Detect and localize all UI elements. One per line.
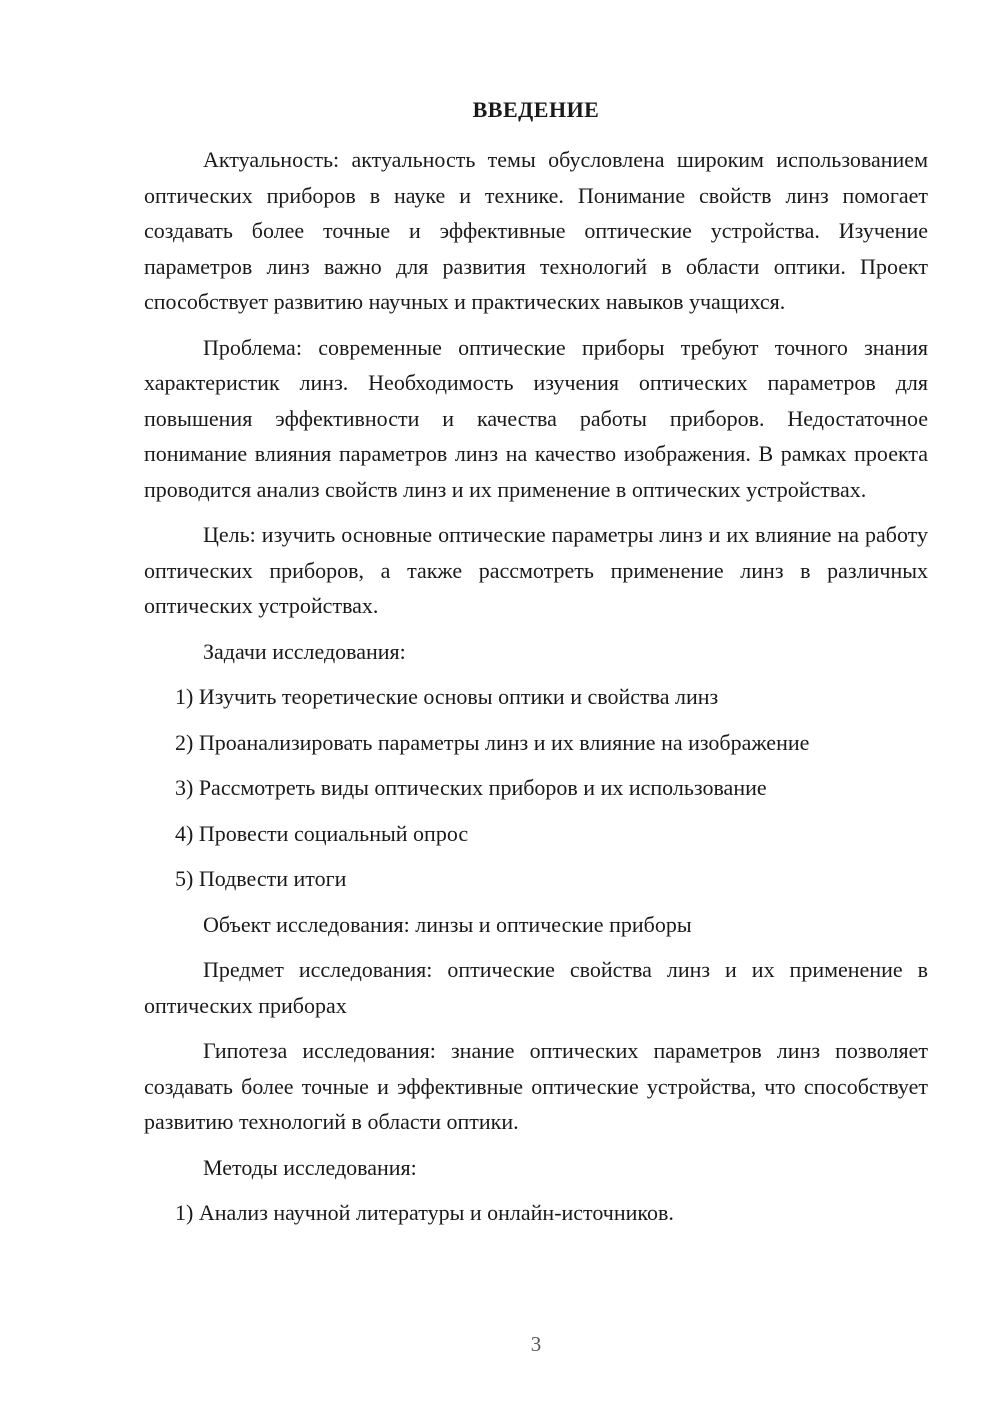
task-item: 2) Проанализировать параметры линз и их влияние на изображение [175,729,810,755]
subject-paragraph: Предмет исследования: оптические свойства линз и их применение в оптических приборах [144,957,928,1018]
relevance-paragraph: Актуальность: актуальность темы обусловлена широким использованием оптических приборов в науке и технике. Понимание свойств линз помогает создавать более точные и эффективные оптические устройства. Изучение параметров линз важно для развития технологий в области оптики. Проект способствует развитию научных и практических навыков учащихся. [144,147,928,314]
page-title: ВВЕДЕНИЕ [472,97,600,122]
task-item: 4) Провести социальный опрос [175,820,469,846]
task-item: 1) Изучить теоретические основы оптики и свойства линз [175,684,719,709]
page-number: 3 [530,1332,542,1356]
hypothesis-paragraph: Гипотеза исследования: знание оптических параметров линз позволяет создавать более точные и эффективные оптические устройства, что способствует развитию технологий в области оптики. [144,1038,928,1134]
methods-heading: Методы исследования: [203,1154,417,1180]
object-paragraph: Объект исследования: линзы и оптические приборы [203,911,692,937]
tasks-heading: Задачи исследования: [203,638,406,664]
problem-paragraph: Проблема: современные оптические приборы требуют точного знания характеристик линз. Необходимость изучения оптических параметров для повышения эффективности и качества работы приборов. Недостаточное понимание влияния параметров линз на качество изображения. В рамках проекта проводится анализ свойств линз и их применение в оптических устройствах. [144,334,928,502]
task-item: 3) Рассмотреть виды оптических приборов и их использование [175,775,767,800]
goal-paragraph: Цель: изучить основные оптические параметры линз и их влияние на работу оптических приборов, а также рассмотреть применение линз в различных оптических устройствах. [144,522,928,618]
document-body [144,142,928,1241]
task-item: 5) Подвести итоги [175,866,347,891]
method-item: 1) Анализ научной литературы и онлайн-источников. [175,1200,674,1225]
